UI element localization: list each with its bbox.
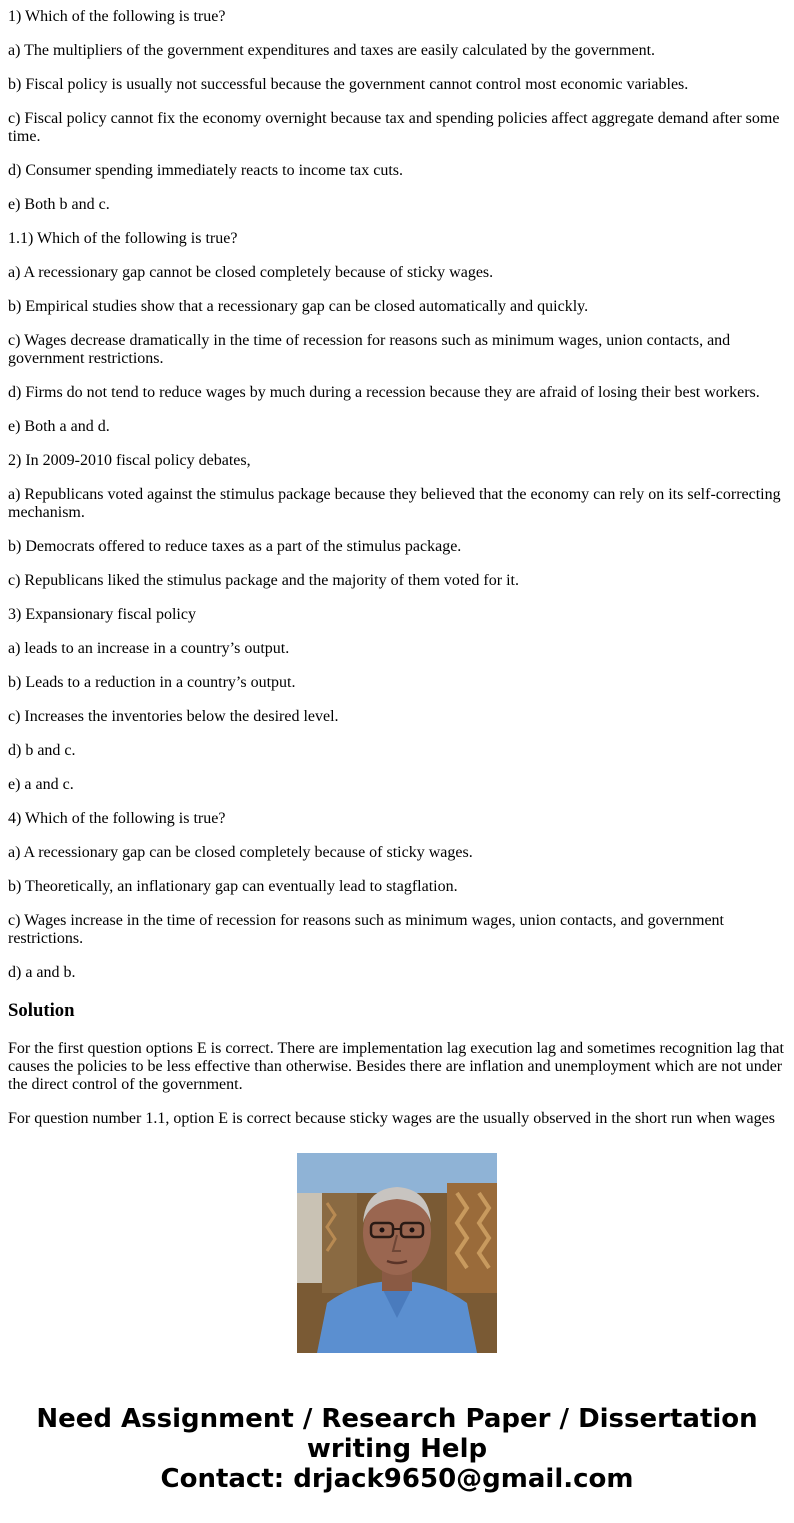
answer-option: a) A recessionary gap cannot be closed completely because of sticky wages.: [8, 264, 494, 281]
author-photo: [297, 1153, 497, 1353]
answer-option: b) Empirical studies show that a recessionary gap can be closed automatically and quickly.: [8, 298, 589, 315]
answer-option: a) Republicans voted against the stimulus package because they believed that the economy can rely on its self-correcting mechanism.: [8, 486, 781, 521]
solution-heading: Solution: [8, 1000, 75, 1021]
answer-option: d) a and b.: [8, 964, 76, 981]
solution-section: [8, 1000, 786, 1128]
answer-option: c) Wages decrease dramatically in the time of recession for reasons such as minimum wages, union contacts, and government restrictions.: [8, 332, 731, 367]
question-list: [8, 8, 786, 982]
answer-option: d) Consumer spending immediately reacts to income tax cuts.: [8, 162, 404, 179]
answer-option: c) Fiscal policy cannot fix the economy overnight because tax and spending policies affect aggregate demand after some time.: [8, 110, 780, 145]
promo-line: writing Help: [306, 1434, 488, 1464]
question-stem: 1) Which of the following is true?: [8, 8, 226, 25]
answer-option: d) b and c.: [8, 742, 76, 759]
author-avatar: [297, 1153, 497, 1353]
solution-paragraph: For question number 1.1, option E is correct because sticky wages are the usually observed in the short run when wages: [8, 1110, 775, 1127]
answer-option: c) Republicans liked the stimulus package and the majority of them voted for it.: [8, 572, 519, 589]
solution-paragraph: For the first question options E is correct. There are implementation lag execution lag and sometimes recognition lag that causes the policies to be less effective than otherwise. Besides there are inflation and unemployment which are not under the direct control of the government.: [8, 1040, 784, 1093]
answer-option: b) Theoretically, an inflationary gap can eventually lead to stagflation.: [8, 878, 458, 895]
question-stem: 3) Expansionary fiscal policy: [8, 606, 196, 623]
promo-banner: [0, 1404, 794, 1494]
answer-option: b) Leads to a reduction in a country’s output.: [8, 674, 296, 691]
answer-option: b) Fiscal policy is usually not successful because the government cannot control most economic variables.: [8, 76, 689, 93]
question-stem: 1.1) Which of the following is true?: [8, 230, 238, 247]
document-content: [8, 0, 786, 1127]
answer-option: c) Increases the inventories below the desired level.: [8, 708, 339, 725]
answer-option: c) Wages increase in the time of recession for reasons such as minimum wages, union contacts, and government restrictions.: [8, 912, 724, 947]
answer-option: d) Firms do not tend to reduce wages by much during a recession because they are afraid of losing their best workers.: [8, 384, 760, 401]
question-stem: 2) In 2009-2010 fiscal policy debates,: [8, 452, 251, 469]
promo-line: Need Assignment / Research Paper / Dissertation: [36, 1404, 758, 1434]
answer-option: e) Both b and c.: [8, 196, 110, 213]
answer-option: a) A recessionary gap can be closed completely because of sticky wages.: [8, 844, 473, 861]
answer-option: a) The multipliers of the government expenditures and taxes are easily calculated by the government.: [8, 42, 656, 59]
answer-option: b) Democrats offered to reduce taxes as a part of the stimulus package.: [8, 538, 462, 555]
answer-option: e) Both a and d.: [8, 418, 110, 435]
answer-option: a) leads to an increase in a country’s output.: [8, 640, 290, 657]
question-stem: 4) Which of the following is true?: [8, 810, 226, 827]
answer-option: e) a and c.: [8, 776, 74, 793]
promo-contact: Contact: drjack9650@gmail.com: [160, 1464, 634, 1494]
